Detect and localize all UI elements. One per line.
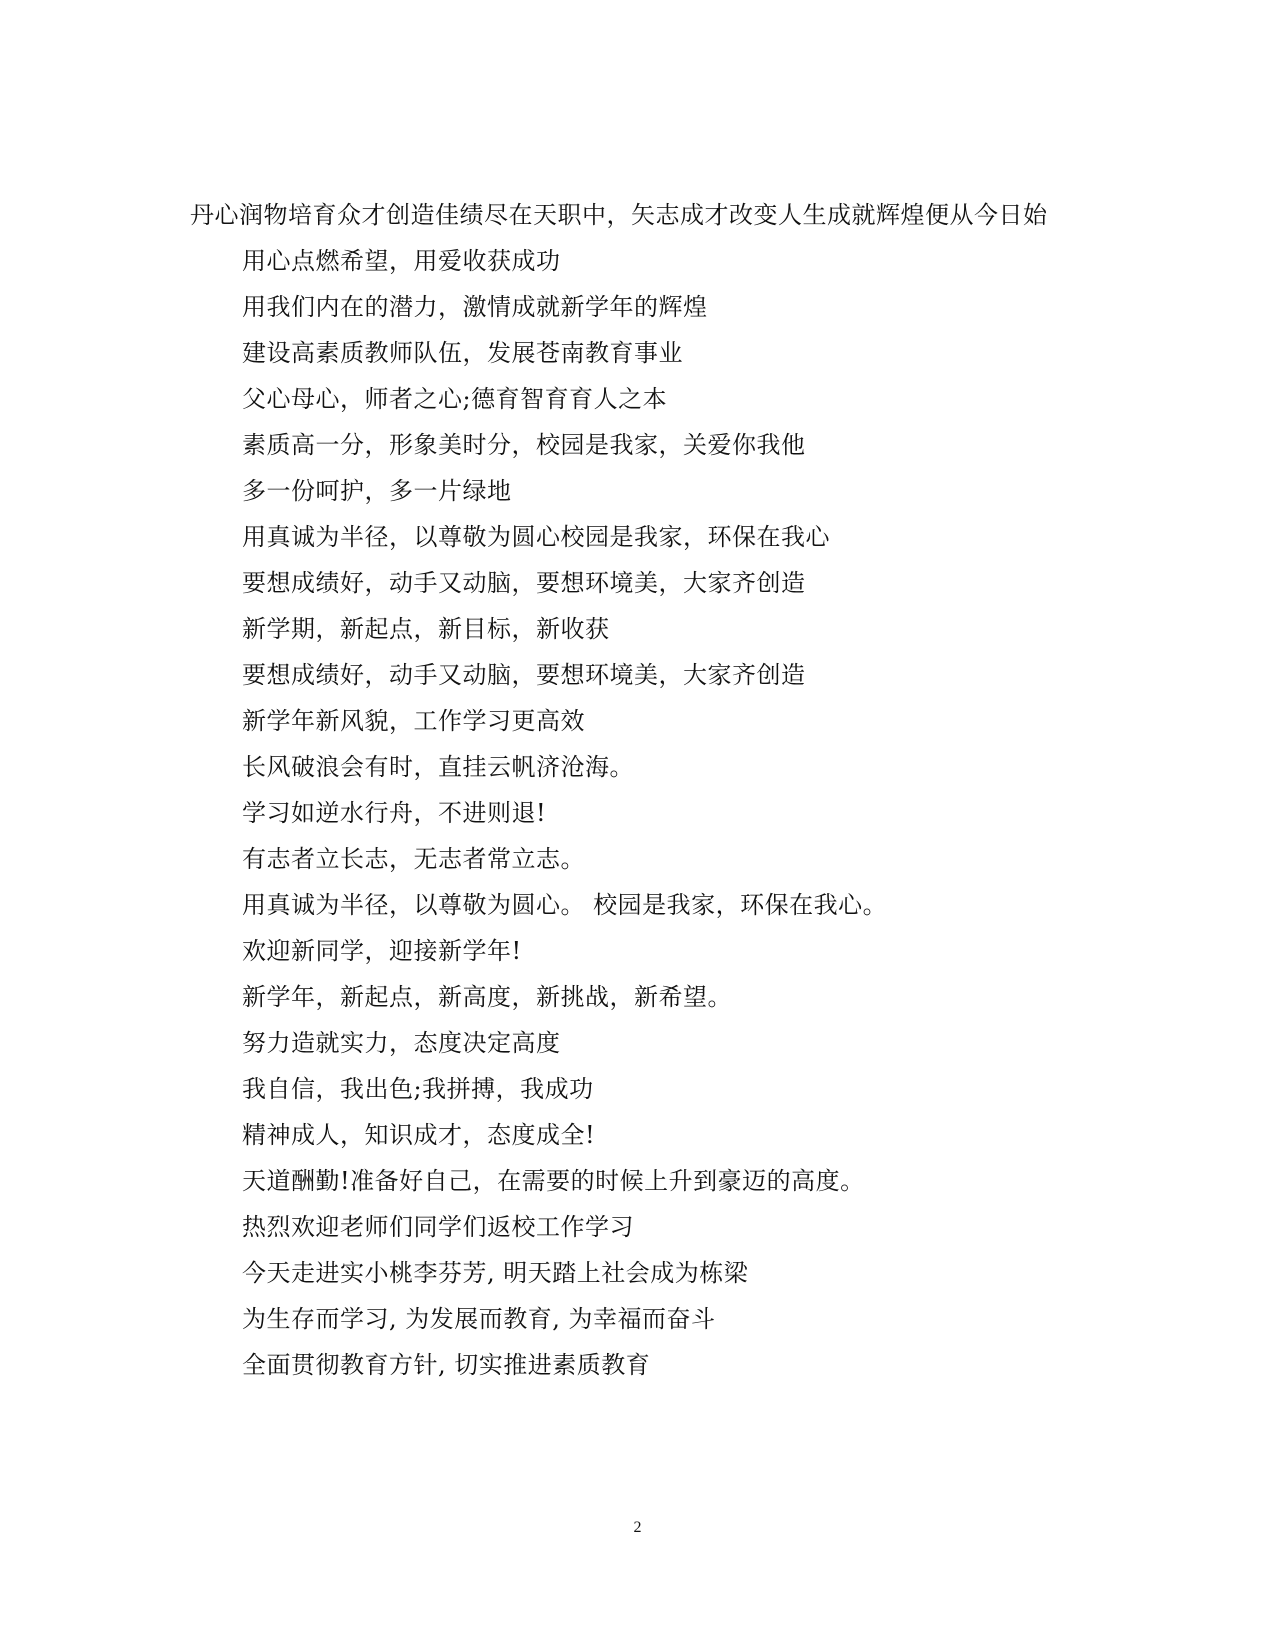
body-line: 学习如逆水行舟，不进则退! <box>242 799 547 827</box>
body-line: 热烈欢迎老师们同学们返校工作学习 <box>242 1213 634 1241</box>
body-line: 用我们内在的潜力，激情成就新学年的辉煌 <box>242 293 708 321</box>
body-line: 新学年，新起点，新高度，新挑战，新希望。 <box>242 983 732 1011</box>
body-line: 精神成人，知识成才，态度成全! <box>242 1121 596 1149</box>
body-line: 天道酬勤!准备好自己，在需要的时候上升到豪迈的高度。 <box>242 1167 865 1195</box>
page-number: 2 <box>633 1519 642 1536</box>
body-line: 为生存而学习, 为发展而教育, 为幸福而奋斗 <box>242 1305 716 1333</box>
body-line: 我自信，我出色;我拼搏，我成功 <box>242 1075 594 1103</box>
body-line: 用真诚为半径，以尊敬为圆心校园是我家，环保在我心 <box>242 523 830 551</box>
body-line: 要想成绩好，动手又动脑，要想环境美，大家齐创造 <box>242 661 806 689</box>
body-line: 新学年新风貌，工作学习更高效 <box>242 707 585 735</box>
body-line: 父心母心，师者之心;德育智育育人之本 <box>242 385 668 413</box>
body-line: 欢迎新同学，迎接新学年! <box>242 937 522 965</box>
body-line: 建设高素质教师队伍，发展苍南教育事业 <box>242 339 683 367</box>
body-line: 长风破浪会有时，直挂云帆济沧海。 <box>242 753 634 781</box>
body-line: 全面贯彻教育方针, 切实推进素质教育 <box>242 1351 651 1379</box>
body-line: 用真诚为半径，以尊敬为圆心。 校园是我家，环保在我心。 <box>242 891 888 919</box>
body-line: 用心点燃希望，用爱收获成功 <box>242 247 561 275</box>
body-line: 有志者立长志，无志者常立志。 <box>242 845 585 873</box>
body-line: 要想成绩好，动手又动脑，要想环境美，大家齐创造 <box>242 569 806 597</box>
body-line: 努力造就实力，态度决定高度 <box>242 1029 561 1057</box>
body-line-first: 丹心润物培育众才创造佳绩尽在天职中，矢志成才改变人生成就辉煌便从今日始 <box>190 201 1048 229</box>
body-line: 新学期，新起点，新目标，新收获 <box>242 615 610 643</box>
body-line: 今天走进实小桃李芬芳, 明天踏上社会成为栋梁 <box>242 1259 749 1287</box>
body-line: 多一份呵护，多一片绿地 <box>242 477 512 505</box>
body-line: 素质高一分，形象美时分，校园是我家，关爱你我他 <box>242 431 806 459</box>
